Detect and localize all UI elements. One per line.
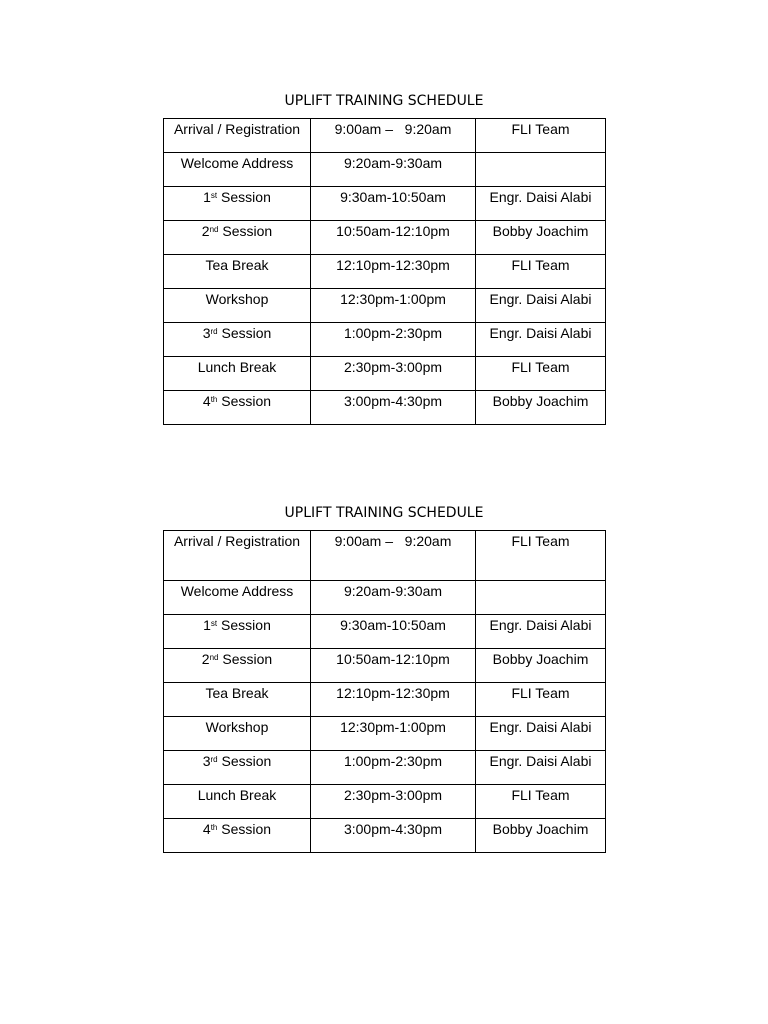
ordinal-suffix: rd	[210, 327, 218, 336]
schedule-table	[163, 118, 606, 425]
table-row	[164, 785, 606, 819]
table-row	[164, 153, 606, 187]
facilitator-cell: Engr. Daisi Alabi	[476, 615, 606, 649]
session-number: 4	[202, 821, 211, 837]
table-row	[164, 357, 606, 391]
activity-label: Arrival / Registration	[173, 121, 301, 137]
ordinal-suffix: rd	[210, 755, 218, 764]
activity-cell	[164, 187, 311, 221]
time-cell: 1:00pm-2:30pm	[311, 751, 476, 785]
ordinal-suffix: st	[210, 191, 218, 200]
time-cell: 9:20am-9:30am	[311, 153, 476, 187]
time-cell: 9:00am – 9:20am	[311, 531, 476, 581]
time-cell: 12:30pm-1:00pm	[311, 289, 476, 323]
session-number: 1	[203, 617, 211, 633]
time-cell: 9:30am-10:50am	[311, 615, 476, 649]
activity-label: Session	[218, 223, 273, 239]
session-number: 2	[201, 651, 210, 667]
activity-label: Session	[217, 821, 272, 837]
activity-label: Welcome Address	[180, 583, 294, 599]
facilitator-cell: Bobby Joachim	[476, 391, 606, 425]
schedule-block	[163, 92, 605, 425]
time-cell: 1:00pm-2:30pm	[311, 323, 476, 357]
activity-cell	[164, 221, 311, 255]
facilitator-cell: FLI Team	[476, 785, 606, 819]
activity-label: Session	[217, 189, 271, 205]
activity-cell	[164, 785, 311, 819]
facilitator-cell: Engr. Daisi Alabi	[476, 717, 606, 751]
time-cell: 10:50am-12:10pm	[311, 649, 476, 683]
table-row	[164, 615, 606, 649]
table-row	[164, 531, 606, 581]
activity-cell	[164, 649, 311, 683]
time-cell: 2:30pm-3:00pm	[311, 785, 476, 819]
activity-label: Welcome Address	[180, 155, 294, 171]
table-row	[164, 649, 606, 683]
table-row	[164, 289, 606, 323]
ordinal-suffix: th	[210, 395, 218, 404]
time-cell: 10:50am-12:10pm	[311, 221, 476, 255]
time-cell: 9:00am – 9:20am	[311, 119, 476, 153]
table-row	[164, 119, 606, 153]
activity-cell	[164, 581, 311, 615]
activity-label: Workshop	[205, 719, 269, 735]
activity-cell	[164, 751, 311, 785]
facilitator-cell: FLI Team	[476, 119, 606, 153]
activity-cell	[164, 531, 311, 581]
table-row	[164, 751, 606, 785]
ordinal-suffix: th	[210, 823, 218, 832]
activity-label: Session	[218, 651, 273, 667]
facilitator-cell: Engr. Daisi Alabi	[476, 323, 606, 357]
time-cell: 9:30am-10:50am	[311, 187, 476, 221]
session-number: 3	[202, 325, 211, 341]
table-row	[164, 717, 606, 751]
table-row	[164, 187, 606, 221]
facilitator-cell: FLI Team	[476, 531, 606, 581]
time-cell: 3:00pm-4:30pm	[311, 391, 476, 425]
activity-cell	[164, 119, 311, 153]
facilitator-cell	[476, 153, 606, 187]
time-cell: 9:20am-9:30am	[311, 581, 476, 615]
table-row	[164, 581, 606, 615]
activity-label: Tea Break	[205, 685, 269, 701]
schedule-table-body	[164, 531, 606, 853]
activity-cell	[164, 717, 311, 751]
facilitator-cell: Engr. Daisi Alabi	[476, 751, 606, 785]
table-row	[164, 323, 606, 357]
session-number: 2	[201, 223, 210, 239]
schedule-block	[163, 504, 605, 853]
activity-label: Lunch Break	[197, 787, 277, 803]
activity-cell	[164, 255, 311, 289]
activity-cell	[164, 323, 311, 357]
activity-cell	[164, 153, 311, 187]
activity-cell	[164, 615, 311, 649]
activity-label: Session	[217, 617, 271, 633]
facilitator-cell: Bobby Joachim	[476, 221, 606, 255]
facilitator-cell	[476, 581, 606, 615]
ordinal-suffix: nd	[209, 653, 219, 662]
ordinal-suffix: st	[210, 619, 218, 628]
time-cell: 2:30pm-3:00pm	[311, 357, 476, 391]
activity-label: Lunch Break	[197, 359, 277, 375]
table-row	[164, 221, 606, 255]
activity-cell	[164, 357, 311, 391]
time-cell: 12:10pm-12:30pm	[311, 255, 476, 289]
facilitator-cell: FLI Team	[476, 255, 606, 289]
activity-label: Session	[217, 393, 272, 409]
activity-cell	[164, 819, 311, 853]
activity-label: Workshop	[205, 291, 269, 307]
time-cell: 12:30pm-1:00pm	[311, 717, 476, 751]
schedule-table-body	[164, 119, 606, 425]
table-row	[164, 391, 606, 425]
session-number: 3	[202, 753, 211, 769]
schedule-title: UPLIFT TRAINING SCHEDULE	[284, 93, 484, 109]
ordinal-suffix: nd	[209, 225, 219, 234]
activity-label: Arrival / Registration	[173, 533, 301, 549]
facilitator-cell: FLI Team	[476, 357, 606, 391]
activity-label: Tea Break	[205, 257, 269, 273]
session-number: 4	[202, 393, 211, 409]
table-row	[164, 683, 606, 717]
schedule-table	[163, 530, 606, 853]
table-row	[164, 255, 606, 289]
time-cell: 12:10pm-12:30pm	[311, 683, 476, 717]
activity-cell	[164, 683, 311, 717]
activity-label: Session	[217, 325, 272, 341]
time-cell: 3:00pm-4:30pm	[311, 819, 476, 853]
activity-cell	[164, 391, 311, 425]
table-row	[164, 819, 606, 853]
session-number: 1	[203, 189, 211, 205]
schedule-title: UPLIFT TRAINING SCHEDULE	[284, 505, 484, 521]
facilitator-cell: Engr. Daisi Alabi	[476, 289, 606, 323]
activity-cell	[164, 289, 311, 323]
facilitator-cell: Engr. Daisi Alabi	[476, 187, 606, 221]
facilitator-cell: Bobby Joachim	[476, 819, 606, 853]
facilitator-cell: Bobby Joachim	[476, 649, 606, 683]
facilitator-cell: FLI Team	[476, 683, 606, 717]
activity-label: Session	[217, 753, 272, 769]
